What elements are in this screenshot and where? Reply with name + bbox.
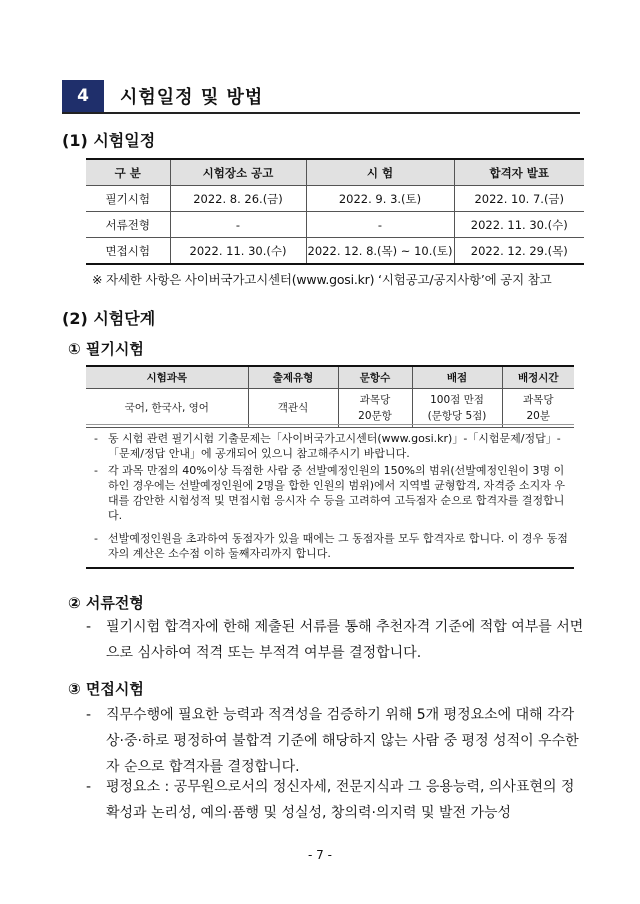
note-text: 동 시험 관련 필기시험 기출문제는「사이버국가고시센터(www.gosi.kr)」-「시험문제/정답」-「문제/정답 안내」에 공개되어 있으니 참고해주시기 바랍니다.	[108, 432, 561, 460]
paragraph-text: 필기시험 합격자에 한해 제출된 서류를 통해 추천자격 기준에 적합 여부를 서면으로 심사하여 적격 또는 부적격 여부를 결정합니다.	[106, 619, 584, 661]
list-item	[94, 431, 570, 461]
column-header: 배정시간	[502, 366, 574, 389]
table-cell: 2022. 8. 26.(금)	[170, 186, 306, 212]
table-cell	[338, 389, 412, 428]
paragraph-text: 직무수행에 필요한 능력과 적격성을 검증하기 위해 5개 평정요소에 대해 각각 상·중·하로 평정하여 불합격 기준에 해당하지 않는 사람 중 평정 성적이 우수한 자 순으로 합격자를 결정합니다.	[106, 707, 579, 775]
section-header	[62, 80, 263, 112]
cell-line: 20분	[526, 410, 550, 422]
schedule-table	[86, 158, 584, 265]
section-title: 시험일정 및 방법	[120, 87, 264, 108]
column-header: 배점	[412, 366, 502, 389]
interview-text	[86, 702, 586, 780]
table-row	[86, 389, 574, 428]
cell-line: 20문항	[358, 410, 392, 422]
column-header: 시험과목	[86, 366, 248, 389]
document-review-text	[86, 614, 586, 666]
written-exam-table	[86, 365, 574, 428]
table-cell: 필기시험	[86, 186, 170, 212]
note-text: 선발예정인원을 초과하여 동점자가 있을 때에는 그 동점자를 모두 합격자로 합니다. 이 경우 동점자의 계산은 소수점 이하 둘째자리까지 합니다.	[108, 532, 568, 560]
column-header: 시 험	[306, 159, 454, 186]
dash-marker: -	[86, 707, 92, 723]
cell-line: (문항당 5점)	[427, 410, 487, 422]
section-number: 4	[62, 80, 104, 112]
column-header: 시험장소 공고	[170, 159, 306, 186]
dash-marker: -	[94, 432, 98, 445]
dash-marker: -	[94, 464, 98, 477]
dash-marker: -	[86, 779, 92, 795]
interview-criteria	[86, 774, 586, 826]
table-cell: 2022. 12. 29.(목)	[454, 238, 584, 265]
table-cell: 서류전형	[86, 212, 170, 238]
table-cell	[412, 389, 502, 428]
table-cell: -	[170, 212, 306, 238]
table-cell: 객관식	[248, 389, 338, 428]
column-header: 합격자 발표	[454, 159, 584, 186]
table-cell: 2022. 10. 7.(금)	[454, 186, 584, 212]
schedule-note: ※ 자세한 사항은 사이버국가고시센터(www.gosi.kr) ‘시험공고/공지사항’에 공지 참고	[92, 272, 552, 287]
table-cell: 2022. 12. 8.(목) ~ 10.(토)	[306, 238, 454, 265]
written-exam-notes	[86, 424, 574, 569]
table-header-row	[86, 159, 584, 186]
table-cell: 면접시험	[86, 238, 170, 265]
table-cell: 국어, 한국사, 영어	[86, 389, 248, 428]
table-cell: 2022. 9. 3.(토)	[306, 186, 454, 212]
table-cell: 2022. 11. 30.(수)	[454, 212, 584, 238]
interview-heading: ③ 면접시험	[68, 680, 144, 698]
list-item	[94, 463, 570, 523]
document-review-heading: ② 서류전형	[68, 594, 144, 612]
paragraph-text: 평정요소 : 공무원으로서의 정신자세, 전문지식과 그 응용능력, 의사표현의 정확성과 논리성, 예의·품행 및 성실성, 창의력·의지력 및 발전 가능성	[106, 779, 575, 821]
table-cell	[502, 389, 574, 428]
written-exam-heading: ① 필기시험	[68, 340, 144, 358]
table-cell: 2022. 11. 30.(수)	[170, 238, 306, 265]
stages-heading: (2) 시험단계	[62, 309, 156, 328]
schedule-heading: (1) 시험일정	[62, 131, 156, 150]
cell-line: 100점 만점	[430, 394, 484, 406]
dash-marker: -	[94, 532, 98, 545]
cell-line: 과목당	[523, 394, 554, 406]
column-header: 출제유형	[248, 366, 338, 389]
table-cell: -	[306, 212, 454, 238]
dash-marker: -	[86, 619, 92, 635]
column-header: 구 분	[86, 159, 170, 186]
column-header: 문항수	[338, 366, 412, 389]
table-row	[86, 186, 584, 212]
section-rule	[62, 112, 580, 114]
table-row	[86, 212, 584, 238]
note-text: 각 과목 만점의 40%이상 득점한 사람 중 선발예정인원의 150%의 범위(선발예정인원이 3명 이하인 경우에는 선발예정인원에 2명을 합한 인원의 범위)에서 지역별 균형합격, 자격증 소지자 우대를 감안한 시험성적 및 면접시험 응시자 수 등을 고려하여 고득점자 순으로 합격자를 결정합니다.	[108, 464, 566, 522]
table-row	[86, 238, 584, 265]
page-number: - 7 -	[308, 848, 332, 862]
table-header-row	[86, 366, 574, 389]
list-item	[94, 531, 570, 561]
cell-line: 과목당	[359, 394, 391, 406]
